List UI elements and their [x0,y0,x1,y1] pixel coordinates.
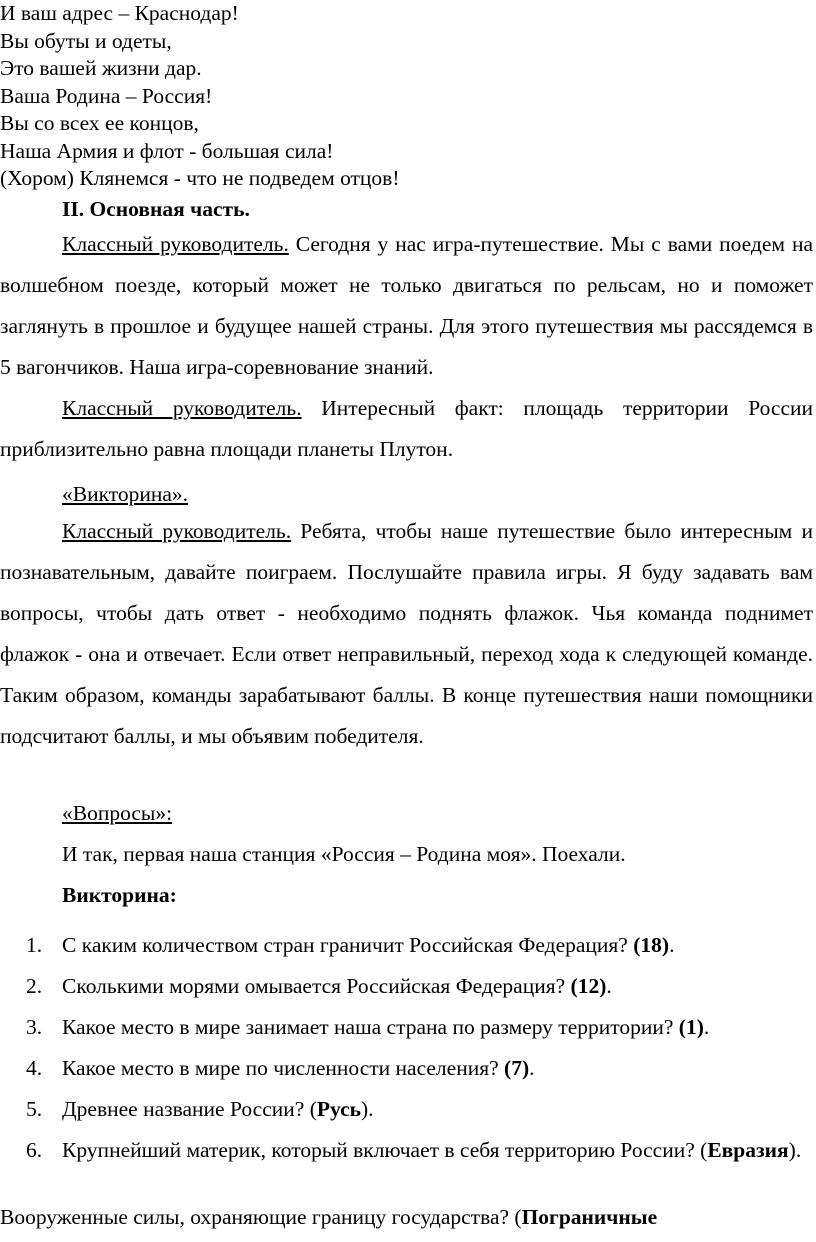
answer-open: ( [309,1097,317,1121]
answer: (18) [633,933,670,957]
answer-close: . [529,1056,535,1080]
answer-close: . [606,974,612,998]
list-item [0,925,813,966]
poem-line: Наша Армия и флот - большая сила! [0,138,334,163]
quiz-heading-link: «Викторина». [62,482,189,506]
poem-line: Вы со всех ее концов, [0,111,199,135]
item-number: 2. [26,974,43,998]
paragraph-train-game [0,224,813,388]
item-number: 3. [26,1015,43,1039]
question-text: Сколькими морями омывается Российская Федерация? [62,974,571,998]
answer-close: ). [361,1097,374,1121]
last-question [0,1203,657,1231]
speaker-label: Классный руководитель. [62,232,289,256]
speaker-label: Классный руководитель. [62,396,302,420]
list-item [0,1089,813,1130]
paragraph-text: Сегодня у нас игра-путешествие. Мы с вами поедем на волшебном поезде, который может не только двигаться по рельсам, но и поможет заглянуть в прошлое и будущее нашей страны. Для этого путешествия мы рассядемся в 5 вагончиков. Наша игра-соревнование знаний. [0,232,813,379]
poem-line: Ваша Родина – Россия! [0,83,213,108]
list-item [0,966,813,1007]
paragraph-text: Интересный факт: площадь территории России приблизительно равна площади планеты Плутон. [0,396,813,461]
intro-line: И так, первая наша станция «Россия – Родина моя». Поехали. [62,842,626,866]
item-number: 5. [26,1097,43,1121]
answer-close: . [703,1015,710,1039]
speaker-label: Классный руководитель. [62,519,292,543]
answer: (7) [504,1056,530,1080]
poem-line: Это вашей жизни дар. [0,56,202,80]
answer: (12) [570,974,607,998]
question-list [0,925,813,1171]
answer: Пограничные [521,1205,658,1229]
item-number: 1. [26,933,43,957]
answer: Евразия [707,1138,789,1162]
paragraph-text: Ребята, чтобы наше путешествие было интересным и познавательным, давайте поиграем. Послушайте правила игры. Я буду задавать вам вопросы, чтобы дать ответ - необходимо поднять флажок. Чья команда поднимет флажок - она и отвечает. Если ответ неправильный, переход хода к следующей команде. Таким образом, команды зарабатывают баллы. В конце путешествия наши помощники подсчитают баллы, и мы объявим победителя. [0,519,813,748]
answer: (1) [678,1015,704,1039]
question-text: Какое место в мире занимает наша страна по размеру территории? [62,1015,679,1039]
paragraph-rules [0,511,813,757]
question-text: Древнее название России? [62,1097,310,1121]
poem-line: (Хором) Клянемся - что не подведем отцов! [0,166,400,190]
item-number: 6. [26,1138,43,1162]
paragraph-fact [0,388,813,470]
item-number: 4. [26,1056,43,1080]
poem-line: Вы обуты и одеты, [0,28,172,53]
questions-heading: «Вопросы»: [62,801,173,825]
answer-close: ). [788,1138,802,1162]
quiz-title: Викторина: [62,883,177,907]
list-item [0,1048,813,1089]
list-item [0,1007,813,1048]
question-text: Какое место в мире по численности населения? [62,1056,505,1080]
answer-open: ( [700,1138,708,1162]
poem-line: И ваш адрес – Краснодар! [0,1,239,25]
question-text: Вооруженные силы, охраняющие границу государства? ( [0,1205,522,1229]
poem [0,0,400,193]
answer-close: . [669,933,675,957]
list-item [0,1130,813,1171]
question-text: Крупнейший материк, который включает в себя территорию России? [62,1138,701,1162]
section-title: II. Основная часть. [62,197,250,221]
answer: Русь [316,1097,361,1121]
question-text: С каким количеством стран граничит Российская Федерация? [62,933,634,957]
